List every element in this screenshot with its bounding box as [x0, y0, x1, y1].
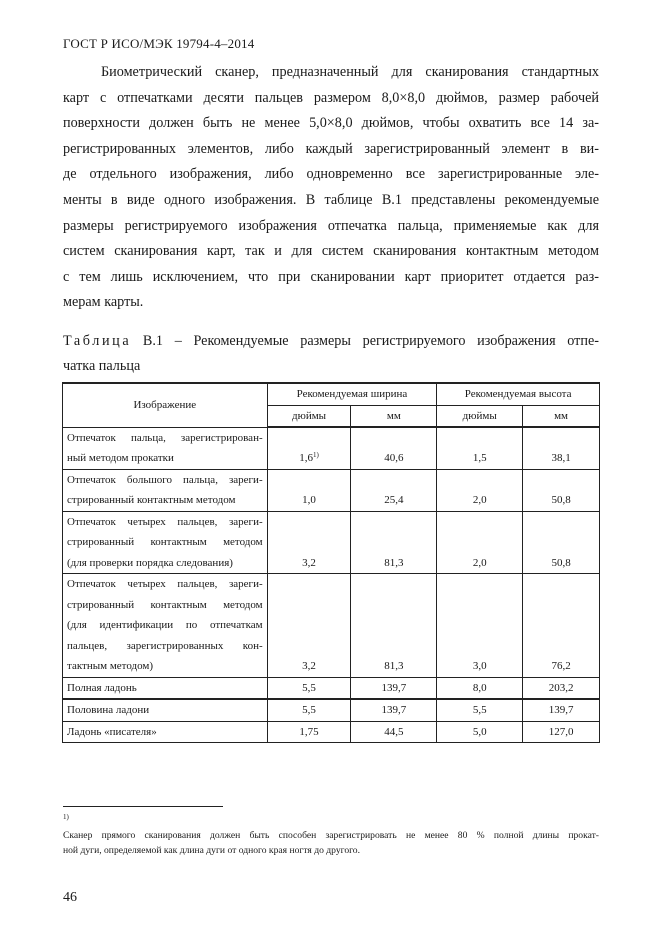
height-mm: 139,7: [523, 699, 600, 721]
table-row: [63, 511, 600, 574]
paragraph-line: размеры регистрируемого изображения отпечатка пальца, применяемые как для: [63, 217, 599, 234]
row-label: [63, 721, 268, 743]
row-label-line: Отпечаток четырех пальцев, зареги-: [67, 578, 263, 590]
row-label: [63, 574, 268, 678]
width-inches: 5,5: [267, 677, 351, 699]
paragraph-line: регистрированных элементов, либо каждый зарегистрированный элемент в ви-: [63, 140, 599, 157]
table-row: [63, 699, 600, 721]
height-inches: 3,0: [437, 574, 523, 678]
table-row: [63, 677, 600, 699]
table-row: [63, 721, 600, 743]
width-mm: 139,7: [351, 699, 437, 721]
width-inches: 3,2: [267, 511, 351, 574]
paragraph-line: карт с отпечатками десяти пальцев размером 8,0×8,0 дюймов, размер рабочей: [63, 89, 599, 106]
paragraph-line: систем сканирования карт, так и для систем сканирования контактным методом: [63, 243, 599, 260]
row-label-line: (для проверки порядка следования): [67, 556, 233, 569]
width-inches: 1,75: [267, 721, 351, 743]
header-image: Изображение: [63, 383, 268, 427]
footnote-marker: 1): [63, 813, 69, 821]
table-caption-line: чатка пальца: [63, 358, 141, 374]
row-label-line: тактным методом): [67, 660, 154, 672]
header-width-inches: дюймы: [267, 405, 351, 427]
footnote-line: ной дуги, определяемой как длина дуги от одного края ногтя до другого.: [63, 845, 361, 856]
row-label-line: Отпечаток четырех пальцев, зареги-: [67, 515, 263, 528]
paragraph-line: мерам карты.: [63, 294, 144, 311]
height-mm: 76,2: [523, 574, 600, 678]
width-mm: 139,7: [351, 677, 437, 699]
footnote: [63, 813, 599, 858]
width-mm: 81,3: [351, 574, 437, 678]
header-width-mm: мм: [351, 405, 437, 427]
height-inches: 2,0: [437, 469, 523, 511]
width-inches: 3,2: [267, 574, 351, 678]
footnote-text: Сканер прямого сканирования должен быть способен зарегистрировать не менее 80 % полной длины прокат-: [63, 830, 599, 841]
footnote-ref: 1): [313, 451, 319, 459]
table-caption-label: Таблица: [63, 333, 132, 349]
row-label-line: пальцев, зарегистрированных кон-: [67, 639, 263, 652]
row-label-line: стрированный контактным методом: [67, 536, 263, 548]
row-label-line: Отпечаток пальца, зарегистрирован-: [67, 431, 263, 444]
table-row: [63, 574, 600, 678]
paragraph-line: менты в виде одного изображения. В таблице В.1 представлены рекомендуемые: [63, 191, 599, 208]
row-label-line: Полная ладонь: [67, 681, 137, 694]
row-label-line: Половина ладони: [67, 704, 150, 716]
header-height: Рекомендуемая высота: [437, 383, 600, 405]
width-inches: [267, 427, 351, 469]
table-row: [63, 469, 600, 511]
width-mm: 40,6: [351, 427, 437, 469]
paragraph-line: с тем лишь исключением, что при сканировании карт приоритет отдается раз-: [63, 268, 599, 285]
height-inches: 2,0: [437, 511, 523, 574]
table-row: [63, 427, 600, 469]
row-label-line: ный методом прокатки: [67, 452, 174, 464]
row-label-line: Отпечаток большого пальца, зареги-: [67, 473, 263, 486]
height-inches: 1,5: [437, 427, 523, 469]
height-mm: 127,0: [523, 721, 600, 743]
header-height-inches: дюймы: [437, 405, 523, 427]
document-header: ГОСТ Р ИСО/МЭК 19794-4–2014: [63, 36, 255, 51]
table-caption-line: [63, 329, 599, 354]
width-mm: 44,5: [351, 721, 437, 743]
table-caption: [63, 329, 599, 379]
width-inches: 5,5: [267, 699, 351, 721]
height-mm: 38,1: [523, 427, 600, 469]
width-inches-value: 1,6: [299, 452, 313, 464]
footnote-line: [63, 813, 599, 843]
width-mm: 81,3: [351, 511, 437, 574]
paragraph-line: Биометрический сканер, предназначенный для сканирования стандартных: [101, 64, 599, 80]
height-mm: 203,2: [523, 677, 600, 699]
height-mm: 50,8: [523, 469, 600, 511]
row-label: [63, 427, 268, 469]
height-mm: 50,8: [523, 511, 600, 574]
width-inches: 1,0: [267, 469, 351, 511]
row-label-line: стрированный контактным методом: [67, 598, 263, 611]
page-number: 46: [63, 890, 77, 905]
paragraph-line: поверхности должен быть не менее 5,0×8,0 дюймов, чтобы охватить все 14 за-: [63, 115, 599, 132]
height-inches: 5,5: [437, 699, 523, 721]
row-label-line: (для идентификации по отпечаткам: [67, 619, 263, 631]
body-paragraph: [63, 60, 599, 316]
row-label-line: стрированный контактным методом: [67, 494, 236, 506]
height-inches: 5,0: [437, 721, 523, 743]
fingerprint-size-table: [62, 382, 600, 743]
table-caption-title: В.1 – Рекомендуемые размеры регистрируемого изображения отпе-: [131, 333, 599, 349]
footnote-separator: [63, 806, 223, 807]
paragraph-line: де отдельного изображения, либо одновременно все зарегистрированные эле-: [63, 166, 599, 183]
width-mm: 25,4: [351, 469, 437, 511]
row-label: [63, 511, 268, 574]
row-label: [63, 469, 268, 511]
row-label-line: Ладонь «писателя»: [67, 725, 157, 738]
row-label: [63, 699, 268, 721]
row-label: [63, 677, 268, 699]
height-inches: 8,0: [437, 677, 523, 699]
header-width: Рекомендуемая ширина: [267, 383, 437, 405]
header-height-mm: мм: [523, 405, 600, 427]
